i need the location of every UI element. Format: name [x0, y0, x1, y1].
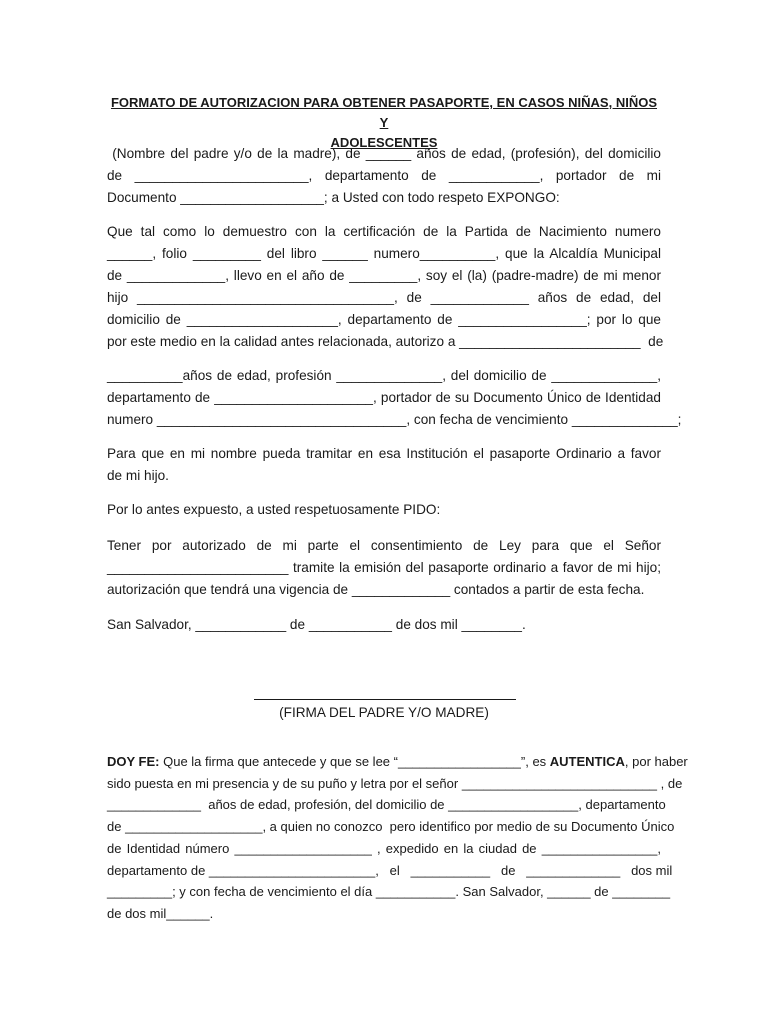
text-line: (Nombre del padre y/o de la madre), de ______ años de edad, (profesión), del domicilio — [107, 146, 661, 161]
signature-label: (FIRMA DEL PADRE Y/O MADRE) — [279, 705, 489, 720]
text-line: Por lo antes expuesto, a usted respetuosamente PIDO: — [107, 502, 441, 517]
text-line: _____________ años de edad, profesión, del domicilio de __________________, departamento — [107, 797, 666, 813]
text-segment: , por haber — [624, 754, 688, 769]
text-line: __________años de edad, profesión ______________, del domicilio de ______________, — [107, 368, 661, 383]
title-line-2: ADOLESCENTES — [330, 135, 438, 150]
paragraph-purpose — [107, 443, 661, 487]
text-line — [107, 751, 688, 773]
text-line: numero _________________________________, con fecha de vencimiento ______________; — [107, 412, 682, 427]
text-line: ________________________ tramite la emisión del pasaporte ordinario a favor de mi hijo; — [107, 560, 661, 575]
text-line: de ___________________, a quien no conozco pero identifico por medio de su Documento Único — [107, 819, 675, 835]
text-line: de _____________, llevo en el año de _________, soy el (la) (padre-madre) de mi menor — [107, 268, 661, 283]
title-line-1: FORMATO DE AUTORIZACION PARA OBTENER PASAPORTE, EN CASOS NIÑAS, NIÑOS Y — [110, 95, 658, 130]
paragraph-authorized-person — [107, 365, 682, 431]
autentica-label: AUTENTICA — [549, 754, 625, 769]
paragraph-consent — [107, 535, 661, 601]
text-line: autorización que tendrá una vigencia de _____________ contados a partir de esta fecha. — [107, 582, 645, 597]
paragraph-requester — [107, 143, 661, 209]
text-line: de Identidad número ___________________ , expedido en la ciudad de ________________, — [107, 840, 661, 856]
text-line: departamento de _____________________, portador de su Documento Único de Identidad — [107, 390, 661, 405]
text-line: Tener por autorizado de mi parte el consentimiento de Ley para que el Señor — [107, 538, 661, 553]
text-line: Que tal como lo demuestro con la certificación de la Partida de Nacimiento numero — [107, 224, 661, 239]
paragraph-birth-certificate — [107, 221, 664, 353]
text-line: departamento de _______________________, el ___________ de _____________ dos mil — [107, 862, 673, 878]
text-line: domicilio de ____________________, departamento de _________________; por lo que — [107, 312, 661, 327]
text-line: ______, folio _________ del libro ______ numero__________, que la Alcaldía Municipal — [107, 246, 661, 261]
text-line: de mi hijo. — [107, 468, 169, 483]
doy-fe-label: DOY FE: — [107, 754, 160, 769]
text-line: _________; y con fecha de vencimiento el día ___________. San Salvador, ______ de ________ — [107, 884, 671, 900]
paragraph-request — [107, 499, 661, 521]
text-segment: Que la firma que antecede y que se lee “_________________”, es — [159, 754, 550, 769]
text-line: sido puesta en mi presencia y de su puño y letra por el señor ___________________________ , de — [107, 775, 683, 791]
paragraph-place-date — [107, 614, 661, 636]
text-line: Documento ___________________; a Usted con todo respeto EXPONGO: — [107, 190, 560, 205]
signature-line — [254, 699, 516, 700]
text-line: Para que en mi nombre pueda tramitar en esa Institución el pasaporte Ordinario a favor — [107, 446, 661, 461]
paragraph-notary-attestation — [107, 751, 688, 925]
text-line: de _______________________, departamento de ____________, portador de mi — [107, 168, 661, 183]
text-line: por este medio en la calidad antes relacionada, autorizo a ________________________ de — [107, 334, 664, 349]
text-line: San Salvador, ____________ de ___________ de dos mil ________. — [107, 617, 526, 632]
text-line: hijo __________________________________, de _____________ años de edad, del — [107, 290, 661, 305]
text-line: de dos mil______. — [107, 905, 214, 921]
